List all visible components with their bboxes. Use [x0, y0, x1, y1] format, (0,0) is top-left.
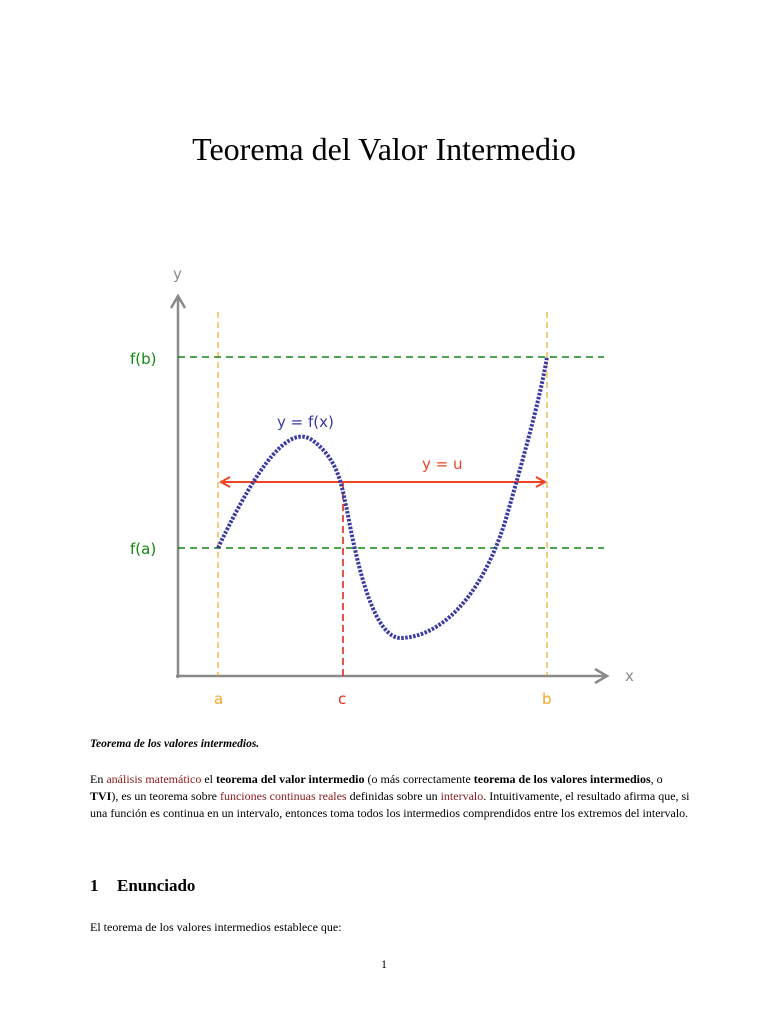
section-title: Enunciado: [117, 876, 196, 895]
intro-text-7: . Intuitivamente, el resultado afirma que, si una función es continua en un intervalo, entonces toma todos los intermedios comprendidos entre los extremos del intervalo.: [90, 789, 690, 820]
label-fa: f(a): [130, 540, 157, 558]
bold-teorema-valor-intermedio: teorema del valor intermedio: [215, 772, 365, 786]
x-axis-label: x: [625, 667, 634, 685]
section-heading: [90, 876, 195, 896]
link-intervalo[interactable]: intervalo: [440, 789, 484, 803]
intro-text-4: , o: [650, 772, 663, 786]
intro-text-1: En: [90, 772, 107, 786]
tick-c: c: [338, 690, 347, 708]
intro-paragraph: [90, 771, 690, 822]
intro-text-6: definidas sobre un: [346, 789, 441, 803]
intro-text-5: ), es un teorema sobre: [111, 789, 220, 803]
page-number: 1: [381, 957, 387, 971]
page-title: Teorema del Valor Intermedio: [192, 131, 576, 167]
link-funciones-continuas-reales[interactable]: funciones continuas reales: [219, 789, 347, 803]
y-axis-label: y: [173, 265, 182, 283]
section-number: 1: [90, 876, 99, 895]
tick-a: a: [214, 690, 224, 708]
intro-text-3: (o más correctamente: [364, 772, 474, 786]
label-curve: y = f(x): [277, 413, 334, 431]
curve-fx: [218, 357, 547, 638]
label-u-line: y = u: [422, 455, 463, 473]
body-paragraph: El teorema de los valores intermedios establece que:: [90, 920, 342, 934]
intro-text-2: el: [201, 772, 216, 786]
label-fb: f(b): [130, 350, 157, 368]
figure-caption: Teorema de los valores intermedios.: [90, 738, 260, 750]
bold-tvi: TVI: [90, 789, 112, 803]
tick-b: b: [542, 690, 552, 708]
link-analisis-matematico[interactable]: análisis matemático: [106, 772, 202, 786]
bold-teorema-valores-intermedios: teorema de los valores intermedios: [473, 772, 651, 786]
ivt-figure: [120, 260, 660, 710]
